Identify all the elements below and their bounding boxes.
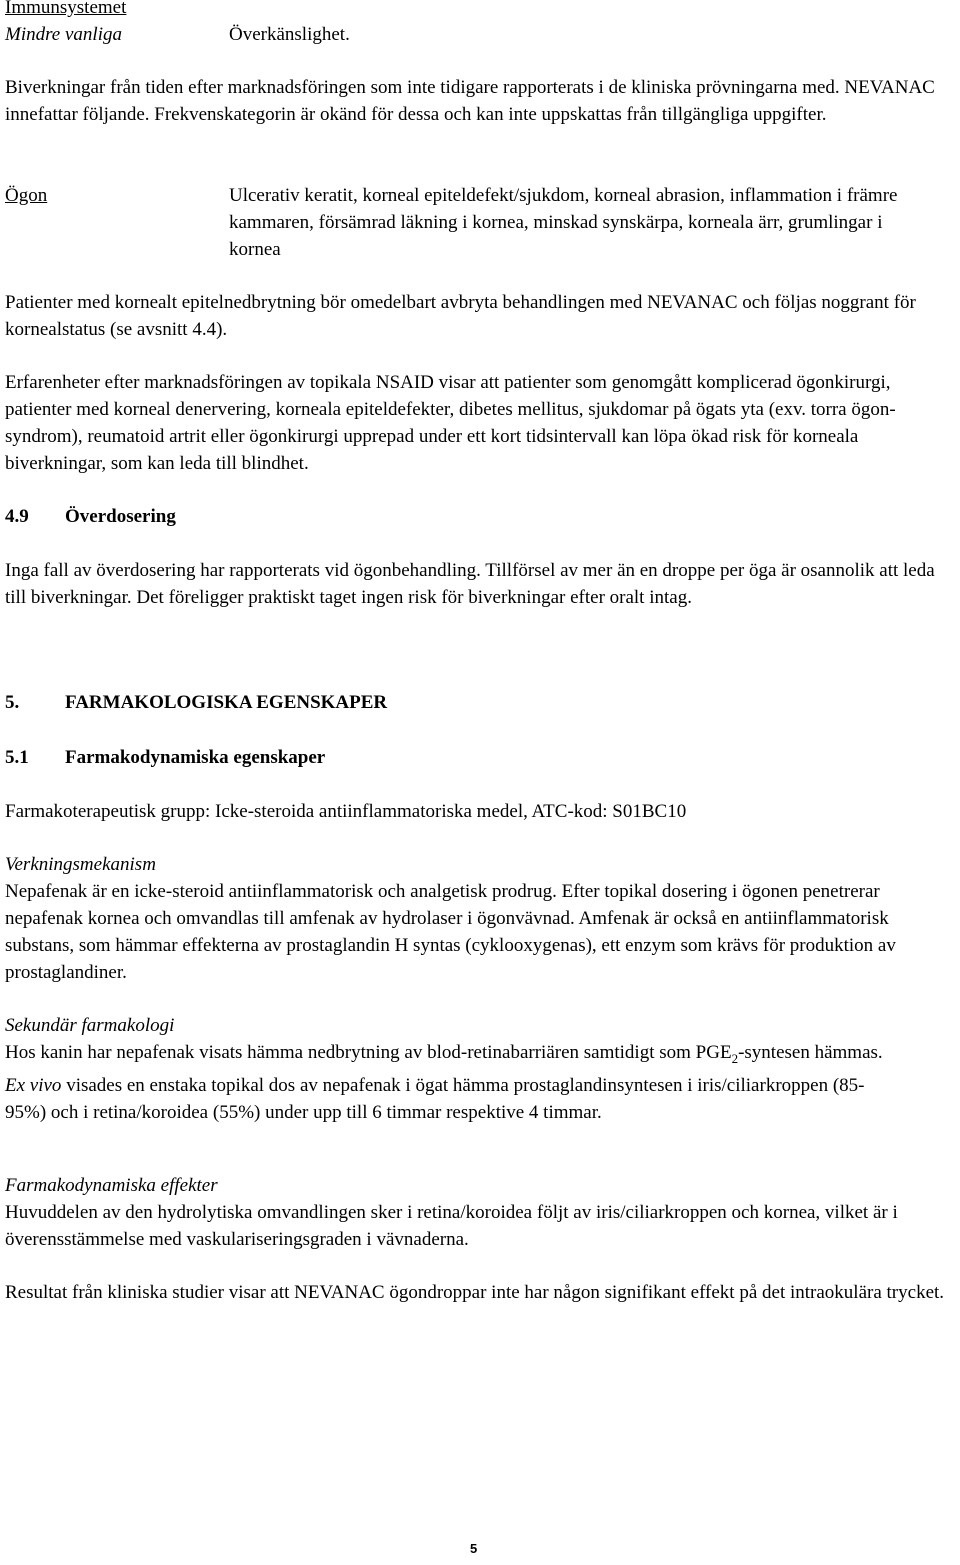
section-4-9-heading xyxy=(5,503,957,530)
text-segment: -syntesen hämmas. xyxy=(738,1042,883,1063)
pharmacodynamic-effects-heading: Farmakodynamiska effekter xyxy=(5,1175,218,1196)
frequency-effect: Överkänslighet. xyxy=(229,24,350,45)
overdose-paragraph: Inga fall av överdosering har rapporterats vid ögonbehandling. Tillförsel av mer än en droppe per öga är osannolik att leda till biverkningar. Det föreligger praktiskt taget ingen risk för biverkningar efter oralt intag. xyxy=(5,560,935,608)
section-title: Överdosering xyxy=(65,506,176,527)
secondary-pharmacology-paragraph xyxy=(5,1039,885,1126)
mechanism-heading: Verkningsmekanism xyxy=(5,854,156,875)
page-number: 5 xyxy=(470,1541,478,1556)
secondary-pharmacology-heading: Sekundär farmakologi xyxy=(5,1015,175,1036)
text-segment: visades en enstaka topikal dos av nepafenak i ögat hämma prostaglandinsyntesen i iris/ciliarkroppen (85-95%) och i retina/koroidea (55%) under upp till 6 timmar respektive 4 timmar. xyxy=(5,1074,865,1123)
patients-paragraph: Patienter med kornealt epitelnedbrytning bör omedelbart avbryta behandlingen med NEVANAC och följas noggrant för kornealstatus (se avsnitt 4.4). xyxy=(5,292,916,340)
section-5-1-heading xyxy=(5,744,957,771)
section-5-heading xyxy=(5,689,957,716)
section-title: FARMAKOLOGISKA EGENSKAPER xyxy=(65,692,388,713)
section-number: 4.9 xyxy=(5,506,29,527)
subscript: 2 xyxy=(731,1050,739,1066)
clinical-results-paragraph: Resultat från kliniska studier visar att NEVANAC ögondroppar inte har någon signifikant effekt på det intraokulära trycket. xyxy=(5,1282,945,1303)
section-number: 5.1 xyxy=(5,747,29,768)
mechanism-paragraph: Nepafenak är en icke-steroid antiinflammatorisk och analgetisk prodrug. Efter topikal dosering i ögonen penetrerar nepafenak kornea och omvandlas till amfenak av hydrolaser i ögonvävnad. Amfenak är också en antiinflammatorisk substans, som hämmar effekterna av prostaglandin H syntas (cyklooxygenas), ett enzym som krävs för produktion av prostaglandiner. xyxy=(5,881,896,983)
text-segment: Hos kanin har nepafenak visats hämma nedbrytning av blod-retinabarriären samtidigt som PGE xyxy=(5,1042,732,1063)
frequency-label: Mindre vanliga xyxy=(5,24,122,45)
pharmacodynamic-effects-paragraph: Huvuddelen av den hydrolytiska omvandlingen sker i retina/koroidea följt av iris/ciliarkroppen och kornea, vilket är i överensstämmelse med vaskulariseringsgraden i vävnaderna. xyxy=(5,1202,898,1250)
section-number: 5. xyxy=(5,692,20,713)
section-title: Farmakodynamiska egenskaper xyxy=(65,747,326,768)
postmarketing-intro: Biverkningar från tiden efter marknadsföringen som inte tidigare rapporterats i de kliniska prövningarna med. NEVANAC innefattar följande. Frekvenskategorin är okänd för dessa och kan inte uppskattas från tillgängliga uppgifter. xyxy=(5,77,935,125)
pharmacotherapeutic-group: Farmakoterapeutisk grupp: Icke-steroida antiinflammatoriska medel, ATC-kod: S01BC10 xyxy=(5,801,687,822)
eye-organ-label: Ögon xyxy=(5,185,48,206)
ex-vivo-term: Ex vivo xyxy=(5,1074,62,1096)
eye-adverse-effects: Ulcerativ keratit, korneal epiteldefekt/sjukdom, korneal abrasion, inflammation i främre kammaren, försämrad läkning i kornea, minskad synskärpa, korneala ärr, grumlingar i kornea xyxy=(229,185,898,260)
experience-paragraph: Erfarenheter efter marknadsföringen av topikala NSAID visar att patienter som genomgått komplicerad ögonkirurgi, patienter med korneal denervering, korneala epiteldefekter, dibetes mellitus, sjukdomar på ögats yta (exv. torra ögon-syndrom), reumatoid artrit eller ögonkirurgi upprepad under ett kort tidsintervall kan löpa ökad risk för korneala biverkningar, som kan leda till blindhet. xyxy=(5,372,896,474)
organ-class-heading: Immunsystemet xyxy=(5,0,127,18)
